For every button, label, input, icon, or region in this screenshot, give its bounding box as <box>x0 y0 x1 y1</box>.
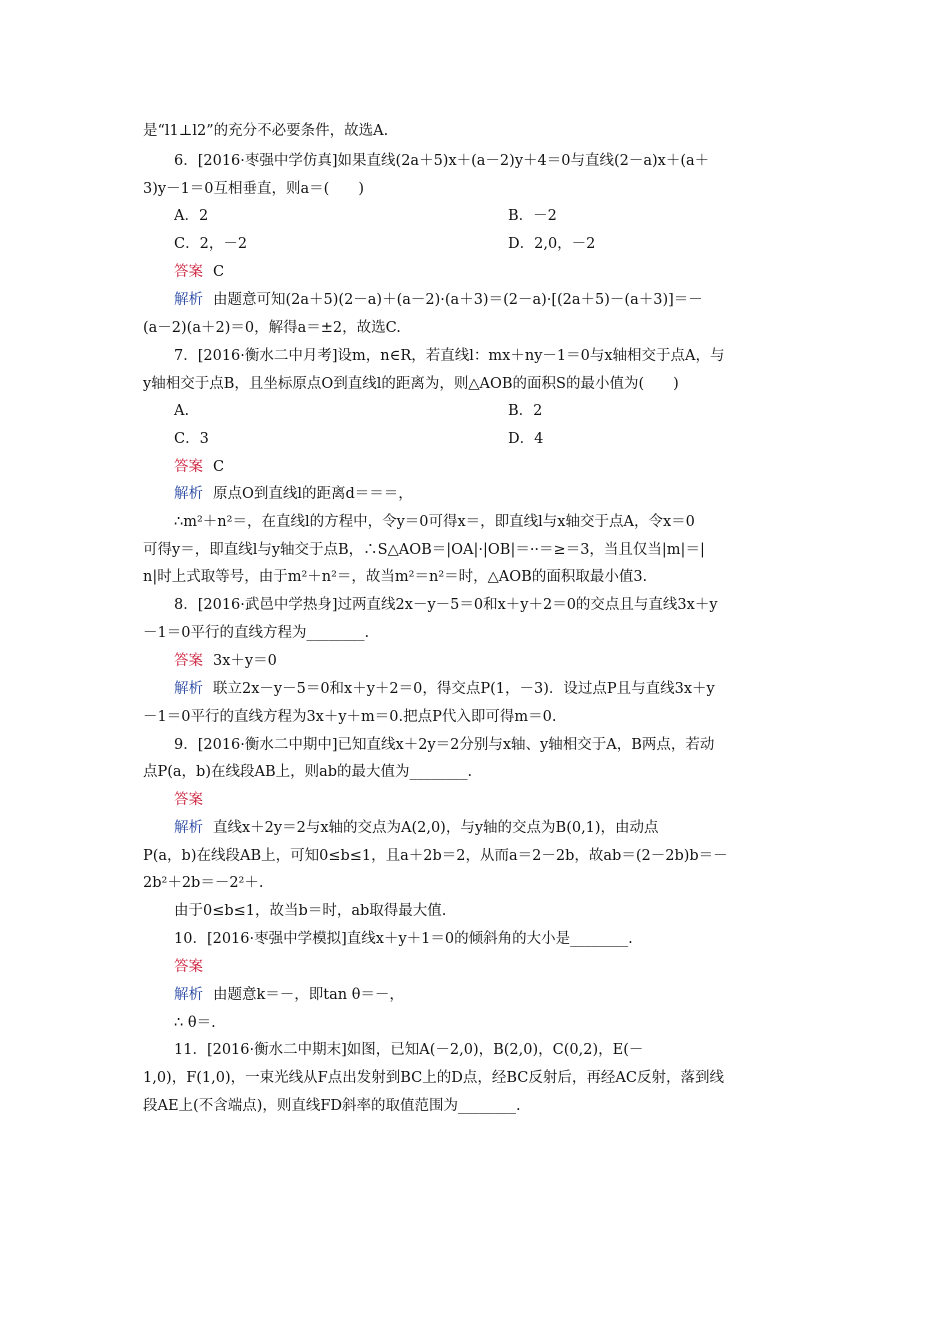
question-11-stem-cont: 1,0)，F(1,0)，一束光线从F点出发射到BC上的D点，经BC反射后，再经AC反射，落到线 <box>143 1070 724 1086</box>
option-b: B．－2 <box>508 208 557 224</box>
answer-line <box>174 457 224 477</box>
analysis-line <box>174 484 413 504</box>
analysis-text-cont: ∴m²＋n²＝，在直线l的方程中，令y＝0可得x＝，即直线l与x轴交于点A，令x＝0 <box>174 514 695 530</box>
answer-label: 答案 <box>174 653 203 669</box>
question-11-stem-cont: 段AE上(不含端点)，则直线FD斜率的取值范围为________. <box>143 1098 521 1114</box>
analysis-line <box>174 818 659 838</box>
question-7-stem: 7．[2016·衡水二中月考]设m，n∈R，若直线l：mx＋ny－1＝0与x轴相交于点A，与 <box>174 348 725 364</box>
option-a: A．2 <box>174 208 209 224</box>
question-6-stem-cont: 3)y－1＝0互相垂直，则a＝( ) <box>143 181 364 197</box>
analysis-label: 解析 <box>174 292 203 308</box>
analysis-text-cont: 2b²＋2b＝－2²＋. <box>143 875 264 891</box>
analysis-label: 解析 <box>174 987 203 1003</box>
answer-value: 3x＋y＝0 <box>213 653 277 669</box>
option-c: C．3 <box>174 431 209 447</box>
option-d: D．4 <box>508 431 544 447</box>
analysis-text-cont: －1＝0平行的直线方程为3x＋y＋m＝0.把点P代入即可得m＝0. <box>143 709 557 725</box>
answer-value: C <box>213 264 225 280</box>
analysis-text: 由题意可知(2a＋5)(2－a)＋(a－2)·(a＋3)＝(2－a)·[(2a＋5)－(a＋3)]＝－ <box>213 292 703 308</box>
analysis-text: 原点O到直线l的距离d＝＝＝， <box>213 486 413 502</box>
analysis-line <box>174 985 404 1005</box>
analysis-line <box>174 290 703 310</box>
question-8-stem-cont: －1＝0平行的直线方程为________. <box>143 625 370 641</box>
answer-label: 答案 <box>174 959 203 975</box>
answer-line <box>174 790 213 810</box>
option-d: D．2,0，－2 <box>508 236 596 252</box>
analysis-text-cont: 可得y＝，即直线l与y轴交于点B，∴S△AOB＝|OA|·|OB|＝··＝≥＝3，当且仅当|m|＝| <box>143 542 705 558</box>
answer-label: 答案 <box>174 264 203 280</box>
answer-label: 答案 <box>174 459 203 475</box>
analysis-label: 解析 <box>174 486 203 502</box>
question-9-stem-cont: 点P(a，b)在线段AB上，则ab的最大值为________. <box>143 764 473 780</box>
analysis-text: 由题意k＝－，即tan θ＝－， <box>213 987 404 1003</box>
analysis-text: 直线x＋2y＝2与x轴的交点为A(2,0)，与y轴的交点为B(0,1)，由动点 <box>213 820 659 836</box>
answer-line <box>174 957 213 977</box>
analysis-label: 解析 <box>174 820 203 836</box>
analysis-line <box>174 679 715 699</box>
question-6-stem: 6．[2016·枣强中学仿真]如果直线(2a＋5)x＋(a－2)y＋4＝0与直线(2－a)x＋(a＋ <box>174 153 710 169</box>
analysis-label: 解析 <box>174 681 203 697</box>
option-a: A. <box>174 403 190 419</box>
analysis-text-cont: n|时上式取等号，由于m²＋n²＝，故当m²＝n²＝时，△AOB的面积取最小值3. <box>143 569 648 585</box>
question-8-stem: 8．[2016·武邑中学热身]过两直线2x－y－5＝0和x＋y＋2＝0的交点且与直线3x＋y <box>174 597 718 613</box>
question-11-stem: 11．[2016·衡水二中期末]如图，已知A(－2,0)，B(2,0)，C(0,2)，E(－ <box>174 1042 644 1058</box>
analysis-text-cont: ∴ θ＝. <box>174 1015 216 1031</box>
option-b: B．2 <box>508 403 543 419</box>
answer-line <box>174 262 224 282</box>
analysis-text-cont: P(a，b)在线段AB上，可知0≤b≤1，且a＋2b＝2，从而a＝2－2b，故ab＝(2－2b)b＝－ <box>143 848 728 864</box>
answer-label: 答案 <box>174 792 203 808</box>
question-10-stem: 10．[2016·枣强中学模拟]直线x＋y＋1＝0的倾斜角的大小是________. <box>174 931 633 947</box>
option-c: C．2，－2 <box>174 236 248 252</box>
question-7-stem-cont: y轴相交于点B，且坐标原点O到直线l的距离为，则△AOB的面积S的最小值为( ) <box>143 376 679 392</box>
answer-line <box>174 651 277 671</box>
text-line: 是“l1⊥l2”的充分不必要条件，故选A. <box>143 123 389 139</box>
analysis-text: 联立2x－y－5＝0和x＋y＋2＝0，得交点P(1，－3)．设过点P且与直线3x＋y <box>213 681 715 697</box>
answer-value: C <box>213 459 225 475</box>
question-9-stem: 9．[2016·衡水二中期中]已知直线x＋2y＝2分别与x轴、y轴相交于A，B两点，若动 <box>174 737 715 753</box>
analysis-text-cont: 由于0≤b≤1，故当b＝时，ab取得最大值. <box>174 903 447 919</box>
analysis-text-cont: (a－2)(a＋2)＝0，解得a＝±2，故选C. <box>143 320 401 336</box>
